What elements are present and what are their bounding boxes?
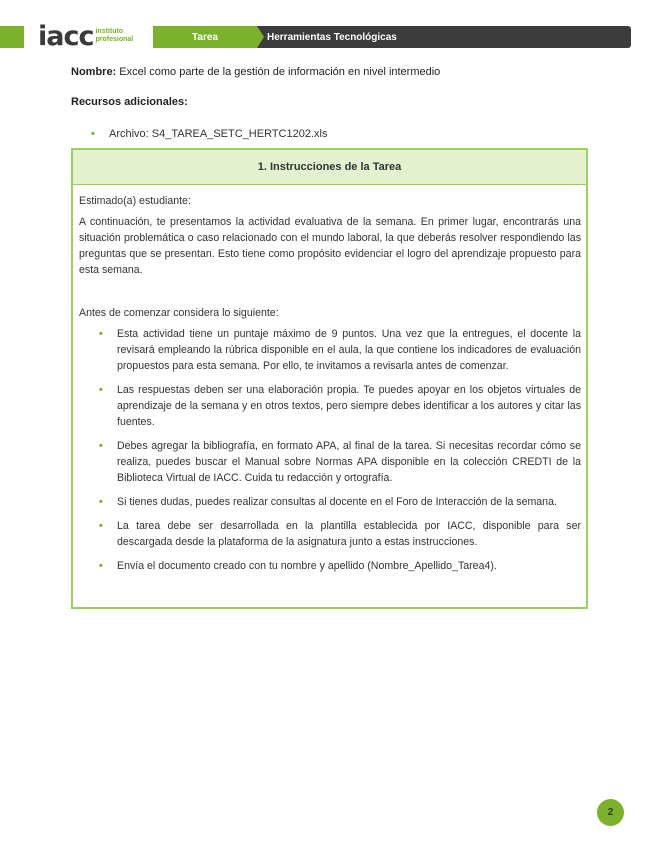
list-item: • Envía el documento creado con tu nombre y apellido (Nombre_Apellido_Tarea4). xyxy=(99,558,581,574)
logo-main-text: iacc xyxy=(38,20,94,52)
archivo-link[interactable]: Archivo: S4_TAREA_SETC_HERTC1202.xls xyxy=(109,128,328,140)
greeting: Estimado(a) estudiante: xyxy=(79,195,191,207)
tab-herramientas-label: Herramientas Tecnológicas xyxy=(267,31,397,43)
list-item: • Si tienes dudas, puedes realizar consultas al docente en el Foro de Interacción de la semana. xyxy=(99,494,581,510)
spacer xyxy=(79,283,581,305)
tab-herramientas xyxy=(257,26,631,48)
instrucciones-box xyxy=(71,148,588,609)
before-start-text: Antes de comenzar considera lo siguiente: xyxy=(79,307,279,319)
recursos-heading: Recursos adicionales: xyxy=(71,96,188,108)
nombre-value: Excel como parte de la gestión de información en nivel intermedio xyxy=(116,66,441,78)
list-item: • La tarea debe ser desarrollada en la plantilla establecida por IACC, disponible para ser descargada desde la plataforma de la asignatura junto a estas instrucciones. xyxy=(99,518,581,550)
logo-sub-line2: profesional xyxy=(95,36,134,43)
list-item: • Esta actividad tiene un puntaje máximo de 9 puntos. Una vez que la entregues, el docente la revisará empleando la rúbrica disponible en el aula, la que contiene los indicadores de evaluación propuestos para esta semana. Por ello, te invitamos a revisarla antes de comenzar. xyxy=(99,326,581,374)
list-item: • Las respuestas deben ser una elaboración propia. Te puedes apoyar en los objetos virtuales de aprendizaje de la semana y en otros textos, pero siempre debes identificar a los autores y citar las fuentes. xyxy=(99,382,581,430)
nombre-line xyxy=(71,66,440,78)
logo-subtitle xyxy=(95,28,133,44)
instrucciones-title: 1. Instrucciones de la Tarea xyxy=(73,150,586,185)
archivo-item xyxy=(91,128,327,140)
intro-paragraph: A continuación, te presentamos la actividad evaluativa de la semana. En primer lugar, encontrarás una situación problemática o caso relacionado con el mundo laboral, la que deberás resolver respondiendo las preguntas que se presentan. Esto tiene como propósito evidenciar el logro del aprendizaje propuesto para esta semana. xyxy=(79,216,581,276)
header-green-block xyxy=(0,26,24,48)
bullet-icon: • xyxy=(91,128,95,140)
instructions-list xyxy=(79,326,581,574)
logo-sub-line1: instituto xyxy=(95,28,124,35)
tab-tarea: Tarea xyxy=(153,26,257,48)
page-number-badge: 2 xyxy=(597,799,624,826)
instrucciones-body xyxy=(73,185,586,574)
list-item: • Debes agregar la bibliografía, en formato APA, al final de la tarea. Si necesitas recordar cómo se realiza, puedes buscar el Manual sobre Normas APA disponible en la colección CREDTI de la Biblioteca Virtual de IACC. Cuida tu redacción y ortografía. xyxy=(99,438,581,486)
iacc-logo xyxy=(38,22,133,50)
nombre-label: Nombre: xyxy=(71,66,117,78)
